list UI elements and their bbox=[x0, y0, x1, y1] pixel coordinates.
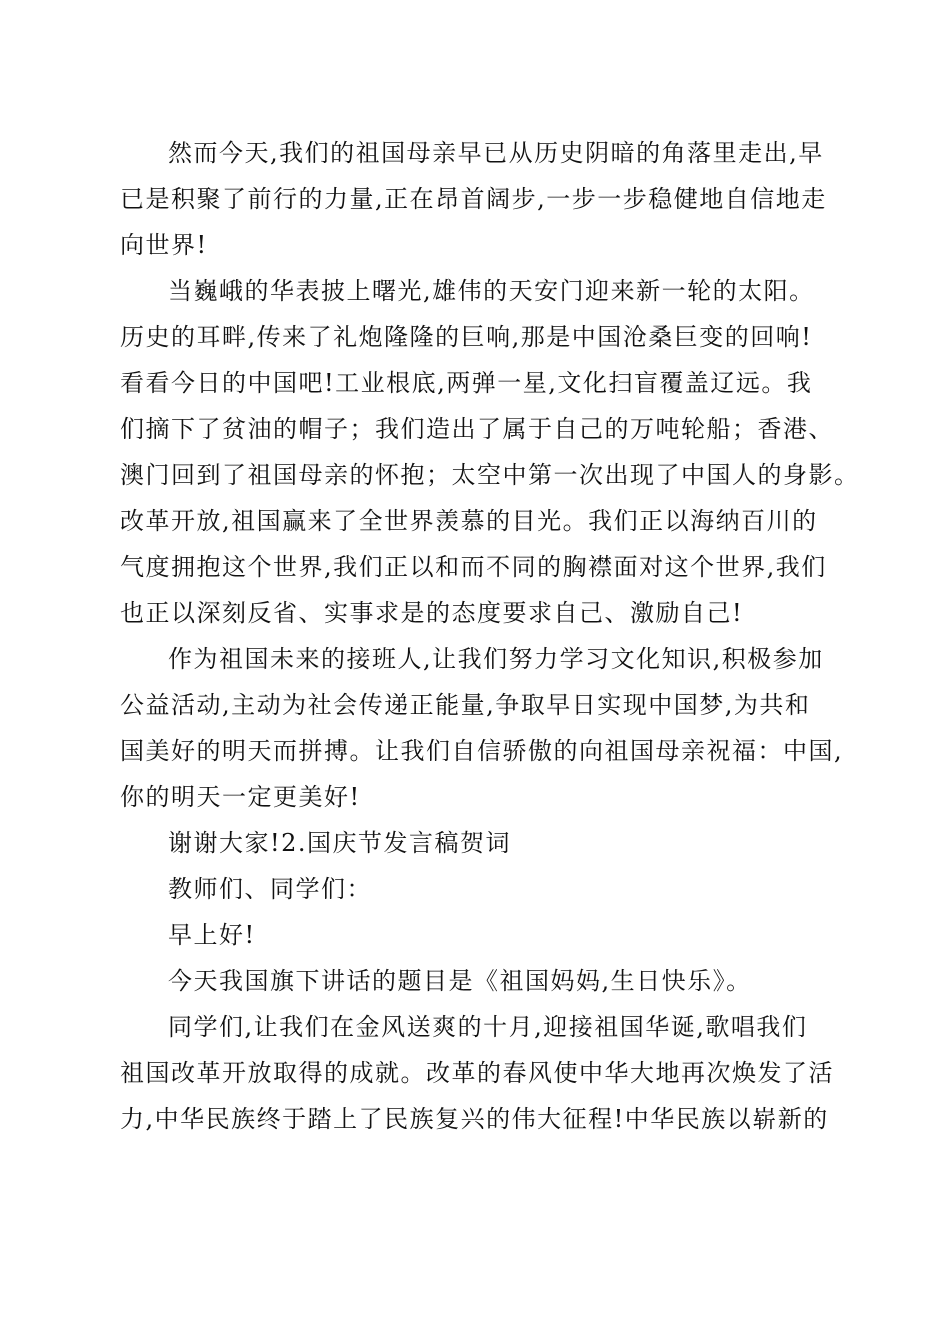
paragraph-line: 今天我国旗下讲话的题目是《祖国妈妈,生日快乐》。 bbox=[168, 967, 752, 995]
greeting: 早上好! bbox=[168, 921, 256, 949]
paragraph-line: 也正以深刻反省、实事求是的态度要求自己、激励自己! bbox=[120, 599, 744, 627]
paragraph-line: 向世界! bbox=[120, 231, 208, 259]
paragraph-line: 国美好的明天而拼搏。让我们自信骄傲的向祖国母亲祝福：中国, bbox=[120, 737, 844, 765]
paragraph-line: 当巍峨的华表披上曙光,雄伟的天安门迎来新一轮的太阳。 bbox=[168, 277, 815, 305]
paragraph-line: 澳门回到了祖国母亲的怀抱；太空中第一次出现了中国人的身影。 bbox=[120, 461, 860, 489]
paragraph-line: 历史的耳畔,传来了礼炮隆隆的巨响,那是中国沧桑巨变的回响! bbox=[120, 323, 813, 351]
paragraph-line: 然而今天,我们的祖国母亲早已从历史阴暗的角落里走出,早 bbox=[168, 139, 824, 167]
paragraph-line: 作为祖国未来的接班人,让我们努力学习文化知识,积极参加 bbox=[168, 645, 824, 673]
paragraph-line: 同学们,让我们在金风送爽的十月,迎接祖国华诞,歌唱我们 bbox=[168, 1013, 808, 1041]
section-heading: 谢谢大家!2.国庆节发言稿贺词 bbox=[168, 829, 512, 857]
paragraph-line: 力,中华民族终于踏上了民族复兴的伟大征程!中华民族以崭新的 bbox=[120, 1105, 829, 1133]
salutation: 教师们、同学们： bbox=[168, 875, 372, 903]
paragraph-line: 你的明天一定更美好! bbox=[120, 783, 361, 811]
paragraph-line: 看看今日的中国吧!工业根底,两弹一星,文化扫盲覆盖辽远。我 bbox=[120, 369, 813, 397]
paragraph-line: 们摘下了贫油的帽子；我们造出了属于自己的万吨轮船；香港、 bbox=[120, 415, 834, 443]
paragraph-line: 祖国改革开放取得的成就。改革的春风使中华大地再次焕发了活 bbox=[120, 1059, 834, 1087]
paragraph-line: 改革开放,祖国赢来了全世界羡慕的目光。我们正以海纳百川的 bbox=[120, 507, 818, 535]
paragraph-line: 已是积聚了前行的力量,正在昂首阔步,一步一步稳健地自信地走 bbox=[120, 185, 827, 213]
paragraph-line: 公益活动,主动为社会传递正能量,争取早日实现中国梦,为共和 bbox=[120, 691, 811, 719]
paragraph-line: 气度拥抱这个世界,我们正以和而不同的胸襟面对这个世界,我们 bbox=[120, 553, 827, 581]
